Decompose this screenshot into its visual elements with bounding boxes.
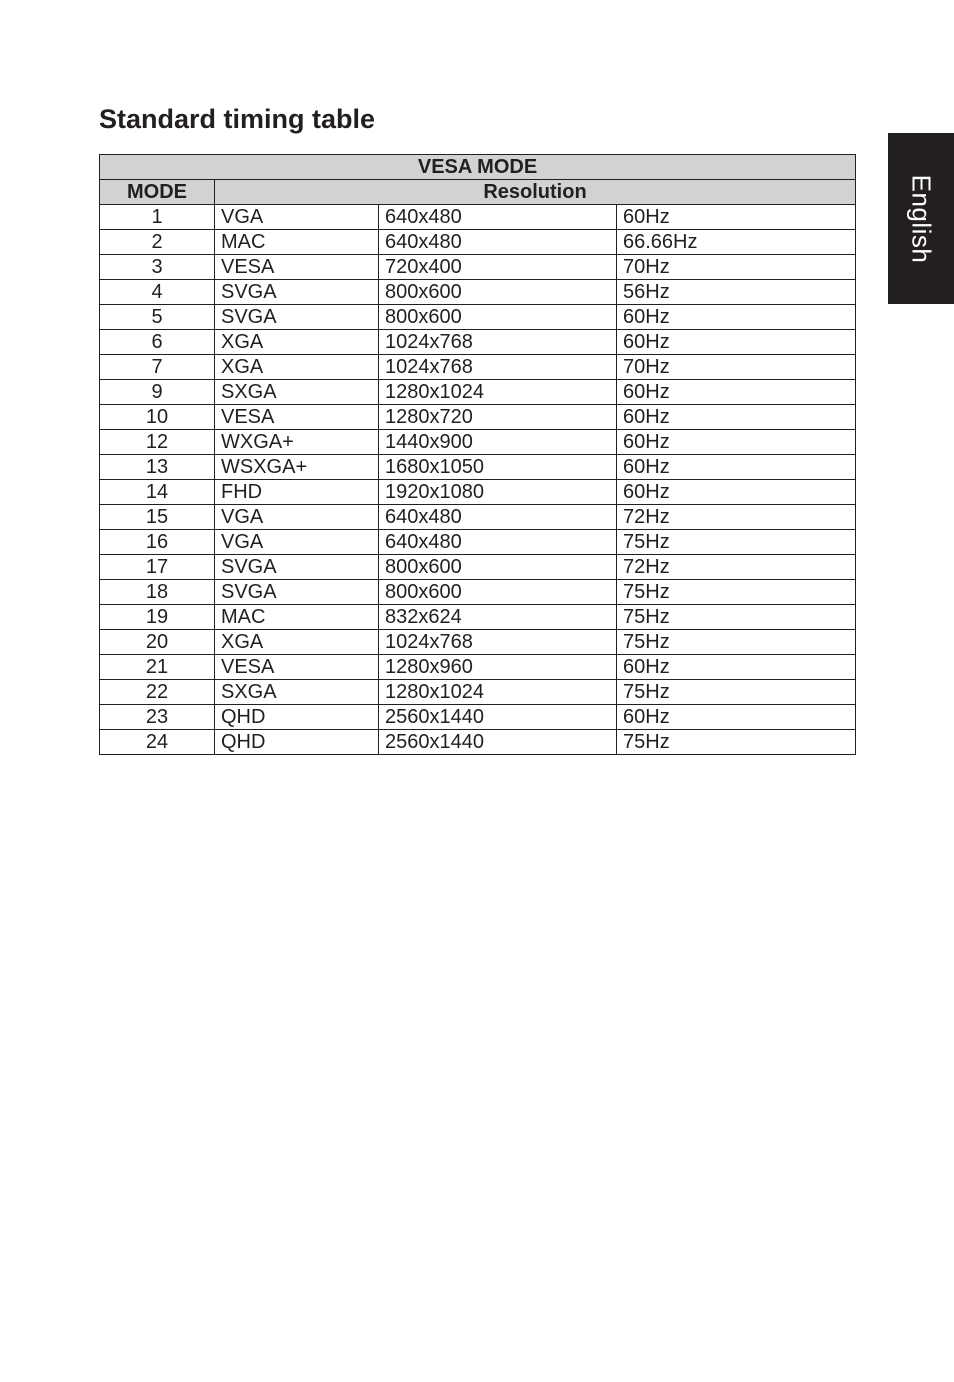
cell-refresh: 75Hz [617, 580, 856, 605]
cell-name: SVGA [215, 580, 379, 605]
cell-resolution: 1920x1080 [379, 480, 617, 505]
table-row [100, 305, 856, 330]
table-row [100, 505, 856, 530]
table-row [100, 605, 856, 630]
cell-refresh: 75Hz [617, 680, 856, 705]
cell-refresh: 60Hz [617, 430, 856, 455]
cell-mode: 17 [100, 555, 215, 580]
cell-mode: 13 [100, 455, 215, 480]
table-row [100, 555, 856, 580]
cell-mode: 16 [100, 530, 215, 555]
cell-refresh: 60Hz [617, 655, 856, 680]
cell-resolution: 640x480 [379, 530, 617, 555]
cell-name: VGA [215, 205, 379, 230]
cell-mode: 2 [100, 230, 215, 255]
cell-name: SVGA [215, 305, 379, 330]
cell-refresh: 60Hz [617, 705, 856, 730]
cell-name: SVGA [215, 280, 379, 305]
cell-name: SVGA [215, 555, 379, 580]
table-row [100, 380, 856, 405]
cell-resolution: 1280x960 [379, 655, 617, 680]
table-row [100, 430, 856, 455]
cell-resolution: 1280x1024 [379, 380, 617, 405]
cell-resolution: 1024x768 [379, 330, 617, 355]
cell-mode: 3 [100, 255, 215, 280]
table-row [100, 680, 856, 705]
resolution-column-header: Resolution [215, 180, 856, 205]
cell-refresh: 60Hz [617, 405, 856, 430]
cell-resolution: 2560x1440 [379, 705, 617, 730]
cell-resolution: 640x480 [379, 205, 617, 230]
table-row [100, 255, 856, 280]
cell-mode: 12 [100, 430, 215, 455]
table-row [100, 705, 856, 730]
table-row [100, 205, 856, 230]
cell-mode: 6 [100, 330, 215, 355]
cell-refresh: 60Hz [617, 380, 856, 405]
cell-name: VESA [215, 405, 379, 430]
cell-resolution: 800x600 [379, 280, 617, 305]
cell-mode: 14 [100, 480, 215, 505]
timing-table-body [100, 155, 856, 755]
cell-resolution: 832x624 [379, 605, 617, 630]
cell-name: QHD [215, 730, 379, 755]
cell-refresh: 72Hz [617, 555, 856, 580]
timing-table [99, 154, 856, 755]
cell-name: MAC [215, 230, 379, 255]
cell-refresh: 56Hz [617, 280, 856, 305]
table-row [100, 455, 856, 480]
cell-name: SXGA [215, 380, 379, 405]
cell-name: VESA [215, 655, 379, 680]
table-row [100, 480, 856, 505]
cell-name: MAC [215, 605, 379, 630]
cell-mode: 9 [100, 380, 215, 405]
cell-resolution: 1280x720 [379, 405, 617, 430]
cell-refresh: 60Hz [617, 330, 856, 355]
cell-mode: 4 [100, 280, 215, 305]
table-column-header-row [100, 180, 856, 205]
page-title: Standard timing table [99, 104, 376, 134]
cell-name: VGA [215, 530, 379, 555]
table-row [100, 655, 856, 680]
cell-resolution: 800x600 [379, 580, 617, 605]
cell-refresh: 60Hz [617, 305, 856, 330]
cell-resolution: 640x480 [379, 230, 617, 255]
cell-refresh: 75Hz [617, 730, 856, 755]
cell-refresh: 60Hz [617, 480, 856, 505]
table-row [100, 730, 856, 755]
cell-refresh: 60Hz [617, 455, 856, 480]
cell-resolution: 1024x768 [379, 630, 617, 655]
cell-resolution: 1280x1024 [379, 680, 617, 705]
table-row [100, 280, 856, 305]
cell-mode: 5 [100, 305, 215, 330]
table-row [100, 330, 856, 355]
cell-name: FHD [215, 480, 379, 505]
cell-resolution: 800x600 [379, 555, 617, 580]
cell-mode: 23 [100, 705, 215, 730]
cell-resolution: 640x480 [379, 505, 617, 530]
cell-refresh: 60Hz [617, 205, 856, 230]
cell-mode: 7 [100, 355, 215, 380]
cell-refresh: 72Hz [617, 505, 856, 530]
cell-mode: 1 [100, 205, 215, 230]
cell-resolution: 1440x900 [379, 430, 617, 455]
cell-refresh: 66.66Hz [617, 230, 856, 255]
cell-mode: 18 [100, 580, 215, 605]
table-group-header-row [100, 155, 856, 180]
language-tab [888, 133, 954, 304]
cell-resolution: 800x600 [379, 305, 617, 330]
cell-name: WXGA+ [215, 430, 379, 455]
cell-mode: 20 [100, 630, 215, 655]
cell-refresh: 75Hz [617, 530, 856, 555]
cell-name: QHD [215, 705, 379, 730]
cell-name: VGA [215, 505, 379, 530]
mode-column-header: MODE [100, 180, 215, 205]
table-row [100, 580, 856, 605]
cell-mode: 22 [100, 680, 215, 705]
table-row [100, 355, 856, 380]
table-row [100, 230, 856, 255]
cell-name: WSXGA+ [215, 455, 379, 480]
cell-resolution: 1024x768 [379, 355, 617, 380]
cell-mode: 19 [100, 605, 215, 630]
table-row [100, 630, 856, 655]
language-tab-label: English [906, 174, 937, 263]
table-row [100, 405, 856, 430]
cell-mode: 15 [100, 505, 215, 530]
cell-refresh: 75Hz [617, 630, 856, 655]
cell-name: XGA [215, 355, 379, 380]
cell-resolution: 1680x1050 [379, 455, 617, 480]
cell-refresh: 75Hz [617, 605, 856, 630]
cell-name: VESA [215, 255, 379, 280]
cell-resolution: 2560x1440 [379, 730, 617, 755]
table-row [100, 530, 856, 555]
cell-refresh: 70Hz [617, 355, 856, 380]
cell-mode: 10 [100, 405, 215, 430]
cell-mode: 24 [100, 730, 215, 755]
vesa-mode-header: VESA MODE [100, 155, 856, 180]
cell-name: XGA [215, 630, 379, 655]
cell-resolution: 720x400 [379, 255, 617, 280]
cell-refresh: 70Hz [617, 255, 856, 280]
cell-name: SXGA [215, 680, 379, 705]
cell-mode: 21 [100, 655, 215, 680]
cell-name: XGA [215, 330, 379, 355]
